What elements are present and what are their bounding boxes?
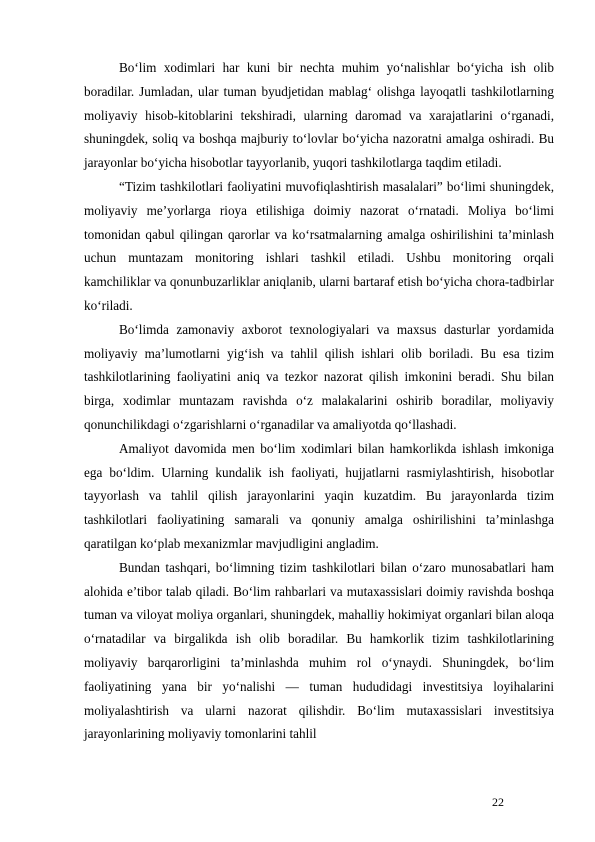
page-number: 22	[492, 795, 504, 809]
document-body	[84, 56, 554, 746]
paragraph-4: Amaliyot davomida men bo‘lim xodimlari bilan hamkorlikda ishlash imkoniga ega bo‘ldim. Ularning kundalik ish faoliyati, hujjatlarni rasmiylashtirish, hisobotlar tayyorlash va tahlil qilish jarayonlarini yaqin kuzatdim. Bu jarayonlarda tizim tashkilotlari faoliyatining samarali va qonuniy amalga oshirilishini ta’minlashga qaratilgan ko‘plab mexanizmlar mavjudligini angladim.	[84, 440, 554, 551]
paragraph-5: Bundan tashqari, bo‘limning tizim tashkilotlari bilan o‘zaro munosabatlari ham alohida e’tibor talab qiladi. Bo‘lim rahbarlari va mutaxassislari doimiy ravishda boshqa tuman va viloyat moliya organlari, shuningdek, mahalliy hokimiyat organlari bilan aloqa o‘rnatadilar va birgalikda ish olib boradilar. Bu hamkorlik tizim tashkilotlarining moliyaviy barqarorligini ta’minlashda muhim rol o‘ynaydi. Shuningdek, bo‘lim faoliyatining yana bir yo‘nalishi — tuman hududidagi investitsiya loyihalarini moliyalashtirish va ularni nazorat qilishdir. Bo‘lim mutaxassislari investitsiya jarayonlarining moliyaviy tomonlarini tahlil	[84, 559, 554, 742]
paragraph-2: “Tizim tashkilotlari faoliyatini muvofiqlashtirish masalalari” bo‘limi shuningdek, moliyaviy me’yorlarga rioya etilishiga doimiy nazorat o‘rnatadi. Moliya bo‘limi tomonidan qabul qilingan qarorlar va ko‘rsatmalarning amalga oshirilishini ta’minlash uchun muntazam monitoring ishlari tashkil etiladi. Ushbu monitoring orqali kamchiliklar va qonunbuzarliklar aniqlanib, ularni bartaraf etish bo‘yicha chora-tadbirlar ko‘riladi.	[84, 178, 554, 313]
paragraph-1: Bo‘lim xodimlari har kuni bir nechta muhim yo‘nalishlar bo‘yicha ish olib boradilar. Jumladan, ular tuman byudjetidan mablag‘ olishga layoqatli tashkilotlarning moliyaviy hisob-kitoblarini tekshiradi, ularning daromad va xarajatlarini o‘rganadi, shuningdek, soliq va boshqa majburiy to‘lovlar bo‘yicha nazoratni amalga oshiradi. Bu jarayonlar bo‘yicha hisobotlar tayyorlanib, yuqori tashkilotlarga taqdim etiladi.	[84, 60, 554, 171]
paragraph-3: Bo‘limda zamonaviy axborot texnologiyalari va maxsus dasturlar yordamida moliyaviy ma’lumotlarni yig‘ish va tahlil qilish ishlari olib boriladi. Bu esa tizim tashkilotlarining faoliyatini aniq va tezkor nazorat qilish imkonini beradi. Shu bilan birga, xodimlar muntazam ravishda o‘z malakalarini oshirib boradilar, moliyaviy qonunchilikdagi o‘zgarishlarni o‘rganadilar va amaliyotda qo‘llashadi.	[84, 321, 554, 432]
